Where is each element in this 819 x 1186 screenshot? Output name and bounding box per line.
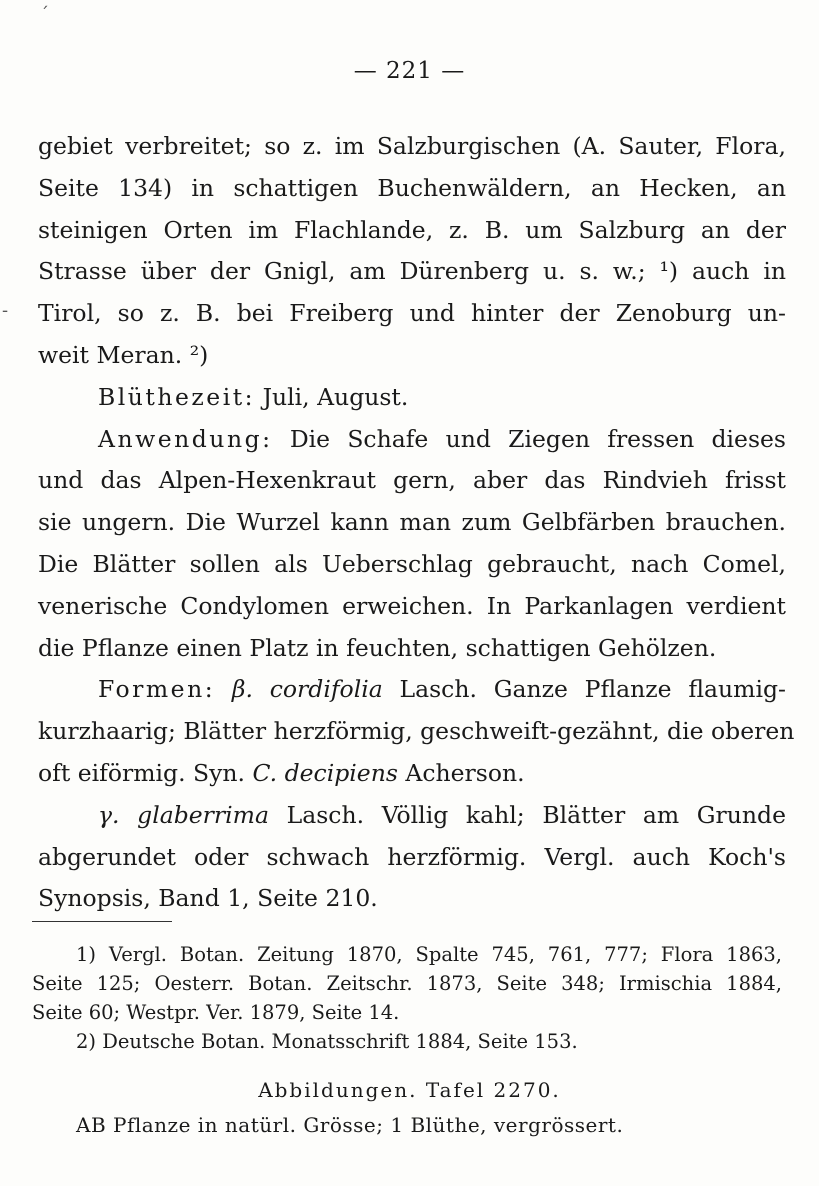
text-line: weit Meran. ²) [38,340,209,369]
bluethezeit-text: Juli, August. [262,382,409,411]
text-line: und das Alpen-Hexenkraut gern, aber das Rindvieh frisst [38,466,786,495]
anwendung-label: Anwendung: [98,424,273,453]
formen-line3 [38,753,786,795]
gamma-rest: Lasch. Völlig kahl; Blätter am Grunde [286,800,786,829]
anwendung-line [38,419,786,461]
footnote-line: 2) Deutsche Botan. Monatsschrift 1884, Seite 153. [76,1030,578,1053]
main-text [38,126,795,920]
bluethezeit-label: Blüthezeit: [98,382,256,411]
margin-mark: - [2,300,9,321]
footnote-line: 1) Vergl. Botan. Zeitung 1870, Spalte 745, 761, 777; Flora 1863, [76,943,782,966]
abbildungen-title: Abbildungen. Tafel 2270. [258,1078,561,1102]
text-line: abgerundet oder schwach herzförmig. Vergl. auch Koch's [38,842,786,871]
text-line: venerische Condylomen erweichen. In Parkanlagen verdient [38,591,786,620]
footnotes [32,940,782,1056]
syn-name: C. decipiens [252,758,398,787]
beta-rest: Lasch. Ganze Pflanze flaumig- [399,675,786,704]
text-line: Synopsis, Band 1, Seite 210. [38,884,378,913]
footnote-line: Seite 125; Oesterr. Botan. Zeitschr. 1873, Seite 348; Irmischia 1884, [32,972,782,995]
beta-name: β. cordifolia [231,675,383,704]
abbildungen-text: AB Pflanze in natürl. Grösse; 1 Blüthe, vergrössert. [76,1113,624,1137]
text-line: sie ungern. Die Wurzel kann man zum Gelbfärben brauchen. [38,508,786,537]
page-number: — 221 — [353,58,466,84]
bluethezeit-line [38,377,786,419]
text-span: oft eiförmig. Syn. [38,758,246,787]
formen-label: Formen: [98,675,216,704]
gamma-line [38,795,786,837]
text-line: kurzhaarig; Blätter herzförmig, geschweift-gezähnt, die oberen [38,717,795,746]
gamma-name: γ. glaberrima [98,800,269,829]
text-line: die Pflanze einen Platz in feuchten, schattigen Gehölzen. [38,633,717,662]
margin-mark: ˊ [40,4,49,25]
footnote-line: Seite 60; Westpr. Ver. 1879, Seite 14. [32,1001,400,1024]
text-line: Seite 134) in schattigen Buchenwäldern, an Hecken, an [38,173,786,202]
text-line: steinigen Orten im Flachlande, z. B. um Salzburg an der [38,215,786,244]
text-line: Die Blätter sollen als Ueberschlag gebraucht, nach Comel, [38,549,786,578]
text-line: Strasse über der Gnigl, am Dürenberg u. s. w.; ¹) auch in [38,257,786,286]
anwendung-first: Die Schafe und Ziegen fressen dieses [289,424,786,453]
text-line: Tirol, so z. B. bei Freiberg und hinter der Zenoburg un- [38,299,786,328]
formen-line [38,669,786,711]
footnote-rule [32,921,172,922]
text-line: gebiet verbreitet; so z. im Salzburgischen (A. Sauter, Flora, [38,132,786,160]
text-span: Acherson. [405,758,525,787]
